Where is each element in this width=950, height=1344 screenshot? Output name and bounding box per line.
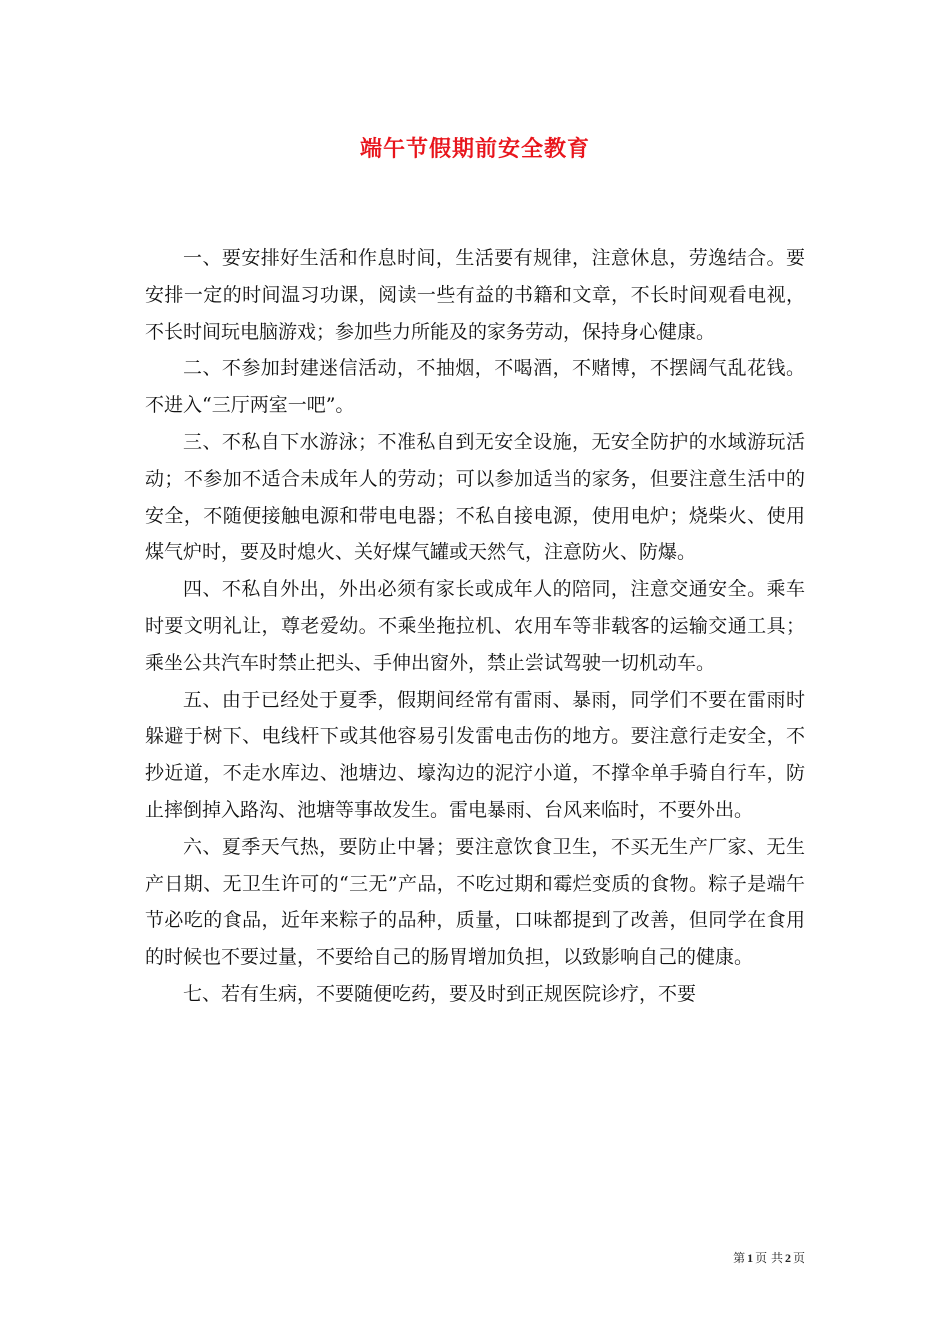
- paragraph-2: 二、不参加封建迷信活动，不抽烟，不喝酒，不赌博，不摆阔气乱花钱。不进入“三厅两室一吧”。: [145, 357, 805, 417]
- paragraph-1: 一、要安排好生活和作息时间，生活要有规律，注意休息，劳逸结合。要安排一定的时间温习功课，阅读一些有益的书籍和文章，不长时间观看电视，不长时间玩电脑游戏；参加些力所能及的家务劳动，保持身心健康。: [145, 247, 805, 343]
- footer-prefix: 第: [733, 1251, 746, 1265]
- total-pages-number: 2: [784, 1251, 791, 1265]
- paragraph-5: 五、由于已经处于夏季，假期间经常有雷雨、暴雨，同学们不要在雷雨时躲避于树下、电线杆下或其他容易引发雷电击伤的地方。要注意行走安全，不抄近道，不走水库边、池塘边、壕沟边的泥泞小道，不撑伞单手骑自行车，防止摔倒掉入路沟、池塘等事故发生。雷电暴雨、台风来临时，不要外出。: [145, 688, 805, 821]
- paragraph-7: 七、若有生病，不要随便吃药，要及时到正规医院诊疗，不要: [183, 982, 697, 1005]
- footer-middle: 页 共: [755, 1251, 783, 1265]
- footer-suffix: 页: [792, 1251, 805, 1265]
- document-body: [145, 240, 805, 1013]
- page-footer: [733, 1249, 805, 1266]
- paragraph-4: 四、不私自外出，外出必须有家长或成年人的陪同，注意交通安全。乘车时要文明礼让，尊老爱幼。不乘坐拖拉机、农用车等非载客的运输交通工具；乘坐公共汽车时禁止把头、手伸出窗外，禁止尝试驾驶一切机动车。: [145, 578, 805, 674]
- paragraph-6: 六、夏季天气热，要防止中暑；要注意饮食卫生，不买无生产厂家、无生产日期、无卫生许可的“三无”产品，不吃过期和霉烂变质的食物。粽子是端午节必吃的食品，近年来粽子的品种，质量，口味都提到了改善，但同学在食用的时候也不要过量，不要给自己的肠胃增加负担，以致影响自己的健康。: [145, 835, 805, 969]
- paragraph-3: 三、不私自下水游泳；不准私自到无安全设施，无安全防护的水域游玩活动；不参加不适合未成年人的劳动；可以参加适当的家务，但要注意生活中的安全，不随便接触电源和带电电器；不私自接电源，使用电炉；烧柴火、使用煤气炉时，要及时熄火、关好煤气罐或天然气，注意防火、防爆。: [145, 430, 805, 564]
- current-page-number: 1: [747, 1251, 754, 1265]
- document-title: 端午节假期前安全教育: [359, 136, 590, 162]
